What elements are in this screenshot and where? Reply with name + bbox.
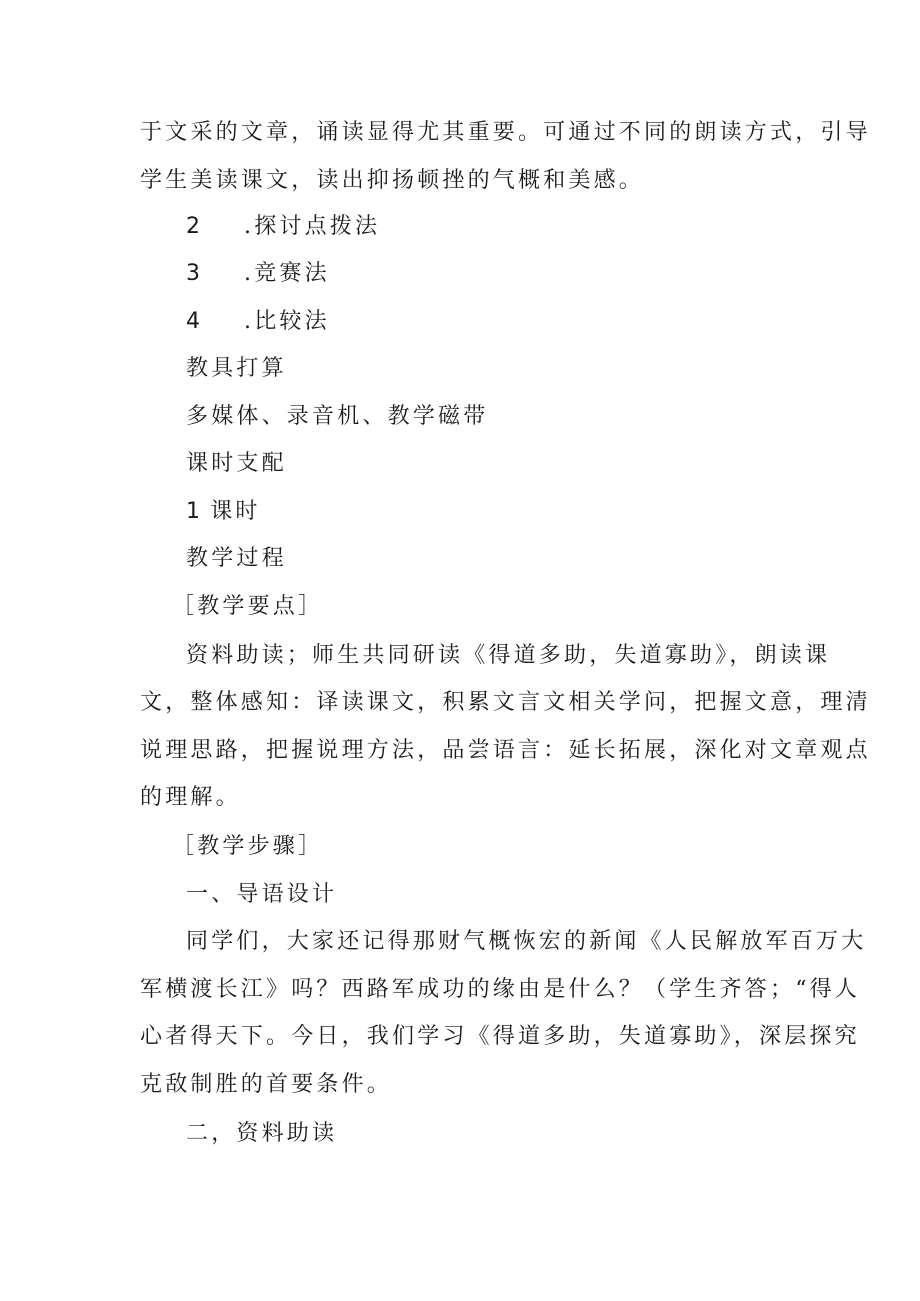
method-text: .探讨点拨法	[244, 214, 381, 239]
paragraph-line: 同学们，大家还记得那财气概恢宏的新闻《人民解放军百万大	[186, 929, 867, 954]
paragraph-line: 多媒体、录音机、教学磁带	[186, 404, 489, 429]
paragraph-line: 说理思路，把握说理方法，品尝语言：延长拓展，深化对文章观点	[140, 738, 871, 763]
method-text: .竞赛法	[244, 261, 330, 286]
paragraph-line: 文，整体感知：译读课文，积累文言文相关学问，把握文意，理清	[140, 690, 871, 715]
paragraph-line: 军横渡长江》吗？西路军成功的缘由是什么？（学生齐答；“得人	[140, 977, 861, 1002]
paragraph-line: 心者得天下。今日，我们学习《得道多助，失道寡助》，深层探究	[140, 1024, 860, 1049]
method-item	[186, 212, 380, 242]
method-number: 3	[186, 261, 200, 286]
hours-line	[186, 497, 261, 527]
section-heading: 教具打算	[186, 356, 287, 381]
paragraph-line: 克敌制胜的首要条件。	[140, 1072, 393, 1097]
paragraph-line: 学生美读课文，读出抑扬顿挫的气概和美感。	[140, 168, 645, 193]
method-text: .比较法	[244, 309, 330, 334]
section-heading: 课时支配	[186, 451, 287, 476]
section-heading: 二，资料助读	[186, 1121, 338, 1146]
bracket-heading: ［教学步骤］	[172, 834, 324, 859]
hours-number: 1	[186, 499, 200, 524]
bracket-heading: ［教学要点］	[172, 594, 324, 619]
section-heading: 一、导语设计	[186, 882, 338, 907]
method-number: 2	[186, 214, 200, 239]
method-number: 4	[186, 309, 200, 334]
section-heading: 教学过程	[186, 546, 287, 571]
method-item	[186, 307, 330, 337]
paragraph-line: 的理解。	[140, 785, 241, 810]
hours-text: 课时	[210, 499, 261, 524]
paragraph-line: 资料助读；师生共同研读《得道多助，失道寡助》，朗读课	[186, 643, 831, 668]
method-item	[186, 259, 330, 289]
paragraph-line: 于文采的文章，诵读显得尤其重要。可通过不同的朗读方式，引导	[140, 120, 871, 145]
